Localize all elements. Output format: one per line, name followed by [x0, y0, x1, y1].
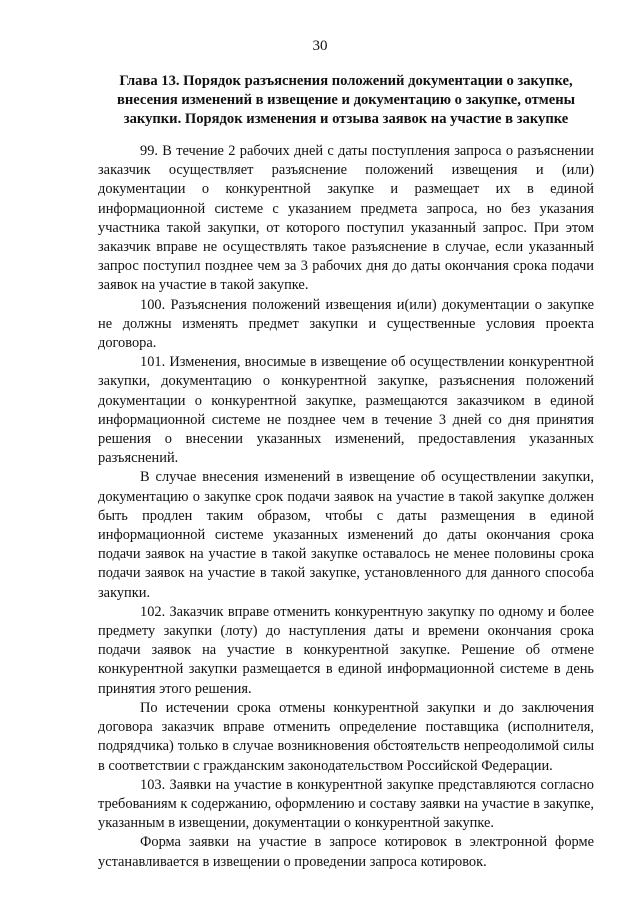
chapter-title: Глава 13. Порядок разъяснения положений документации о закупке, внесения изменений в извещение и документацию о закупке, отмены закупки. Порядок изменения и отзыва заявок на участие в закупке [116, 73, 576, 127]
paragraph-103: 103. Заявки на участие в конкурентной закупке представляются согласно требованиям к содержанию, оформлению и составу заявки на участие в закупке, указанным в извещении, документации о конкурентной закупке. [98, 776, 594, 832]
paragraph-101: 101. Изменения, вносимые в извещение об осуществлении конкурентной закупки, документацию о конкурентной закупке, разъяснения положений документации о конкурентной закупке, размещаются заказчиком в единой информационной системе не позднее чем в течение 3 дней со дня принятия решения о внесении указанных изменений, предоставления указанных разъяснений. [98, 354, 594, 467]
paragraph-102: 102. Заказчик вправе отменить конкурентную закупку по одному и более предмету закупки (лоту) до наступления даты и времени окончания срока подачи заявок на участие в конкурентной закупке. Решение об отмене конкурентной закупки размещается в единой информационной системе в день принятия этого решения. [98, 603, 594, 697]
page-number: 30 [312, 38, 328, 54]
paragraph-100: 100. Разъяснения положений извещения и(или) документации о закупке не должны изменять предмет закупки и существенные условия проекта договора. [98, 296, 594, 352]
paragraph-102-continued: По истечении срока отмены конкурентной закупки и до заключения договора заказчик вправе отменить определение поставщика (исполнителя, подрядчика) только в случае возникновения обстоятельств непреодолимой силы в соответствии с гражданским законодательством Российской Федерации. [98, 699, 594, 774]
paragraph-101-continued: В случае внесения изменений в извещение об осуществлении закупки, документацию о закупке срок подачи заявок на участие в такой закупке должен быть продлен таким образом, чтобы с даты размещения в единой информационной системе указанных изменений до даты окончания срока подачи заявок на участие в такой закупке оставалось не менее половины срока подачи заявок на участие в такой закупке, установленного для данного способа закупки. [98, 469, 594, 601]
document-body [98, 142, 594, 872]
paragraph-99: 99. В течение 2 рабочих дней с даты поступления запроса о разъяснении заказчик осуществляет разъяснение положений извещения и (или) документации о конкурентной закупке и размещает их в единой информационной системе с указанием предмета запроса, но без указания участника такой закупки, от которого поступил указанный запрос. При этом заказчик вправе не осуществлять такое разъяснение в случае, если указанный запрос поступил позднее чем за 3 рабочих дня до даты окончания срока подачи заявок на участие в такой закупке. [98, 143, 594, 294]
paragraph-103-continued: Форма заявки на участие в запросе котировок в электронной форме устанавливается в извещении о проведении запроса котировок. [98, 834, 594, 870]
